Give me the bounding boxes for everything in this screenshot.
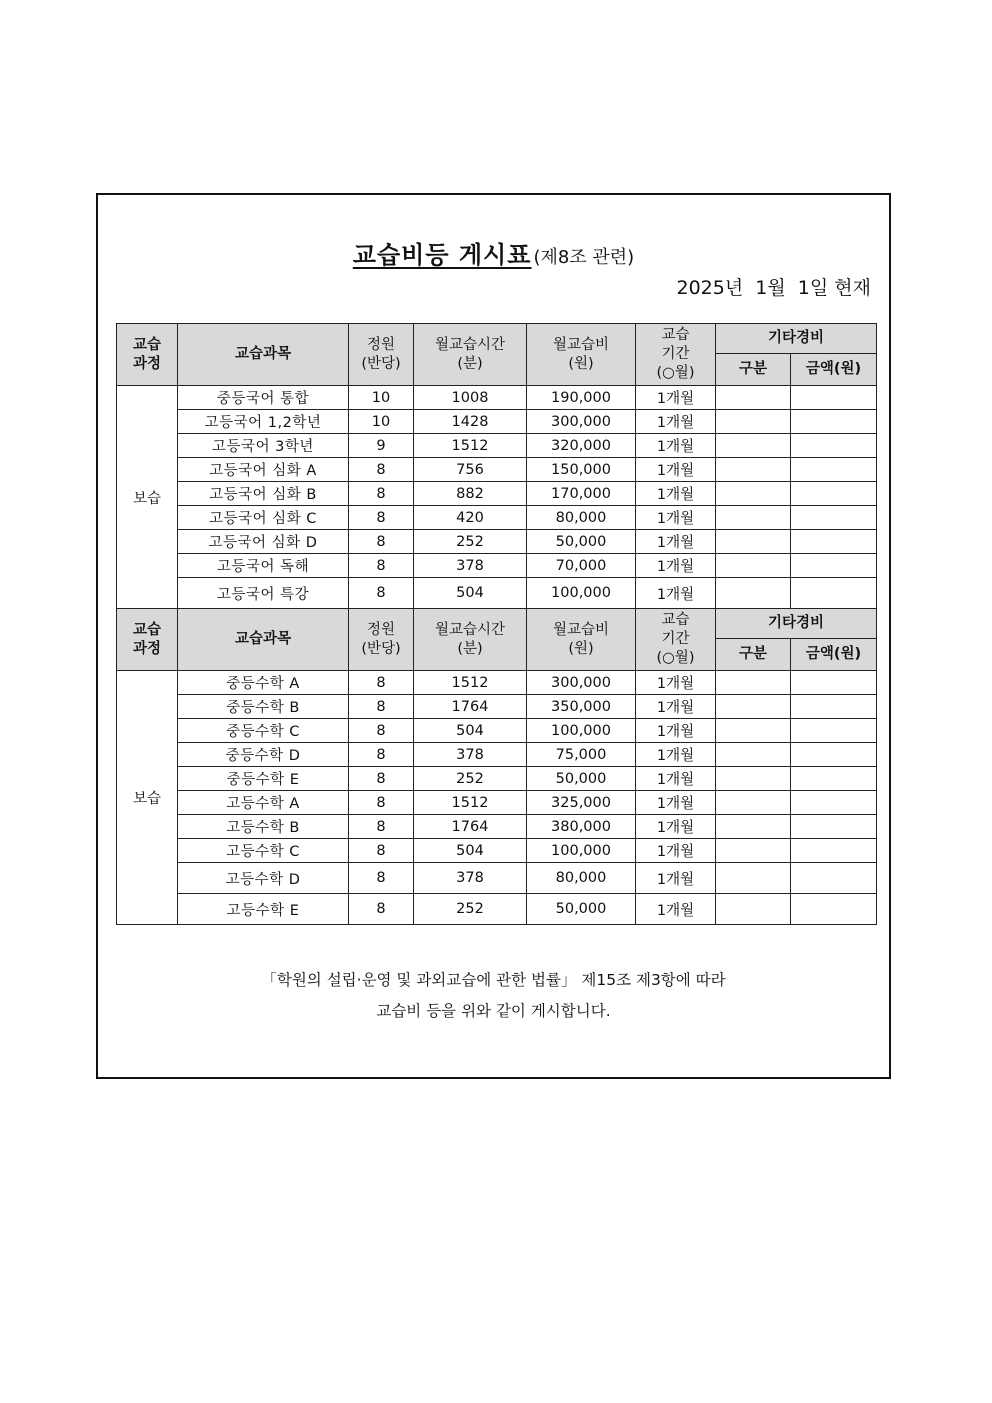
other-type-cell [716, 767, 791, 791]
capacity-cell: 8 [349, 530, 414, 554]
other-type-cell [716, 410, 791, 434]
header-line: (분) [457, 355, 483, 372]
header-line: 월교습시간 [434, 336, 506, 353]
header-line: 과정 [132, 355, 161, 372]
other-amount-cell [791, 578, 877, 609]
header-line: 교습 [132, 621, 161, 638]
header-line: 월교습시간 [434, 621, 506, 638]
other-type-cell [716, 482, 791, 506]
subject-cell: 고등국어 특강 [178, 578, 349, 609]
capacity-cell: 10 [349, 410, 414, 434]
other-type-cell [716, 815, 791, 839]
period-cell: 1개월 [636, 894, 716, 925]
other-type-cell [716, 578, 791, 609]
table-row [117, 386, 877, 410]
minutes-cell: 504 [414, 719, 527, 743]
header-other-expenses: 기타경비 [716, 324, 877, 354]
other-type-cell [716, 839, 791, 863]
header-line: 교습 [661, 327, 690, 343]
title-sub: (제8조 관련) [533, 247, 635, 268]
period-cell: 1개월 [636, 791, 716, 815]
other-amount-cell [791, 719, 877, 743]
fee-cell: 80,000 [527, 506, 636, 530]
table-row [117, 530, 877, 554]
other-type-cell [716, 434, 791, 458]
table-row [117, 506, 877, 530]
other-type-cell [716, 386, 791, 410]
other-amount-cell [791, 671, 877, 695]
header-other-amount: 금액(원) [791, 639, 877, 671]
other-type-cell [716, 530, 791, 554]
header-course [117, 324, 178, 386]
fee-cell: 380,000 [527, 815, 636, 839]
fee-table [116, 323, 877, 925]
period-cell: 1개월 [636, 554, 716, 578]
period-cell: 1개월 [636, 506, 716, 530]
other-amount-cell [791, 791, 877, 815]
footer-line-1: 「학원의 설립·운영 및 과외교습에 관한 법률」 제15조 제3항에 따라 [261, 971, 726, 989]
header-line: (○월) [656, 365, 695, 381]
subject-cell: 고등수학 B [178, 815, 349, 839]
capacity-cell: 8 [349, 671, 414, 695]
minutes-cell: 756 [414, 458, 527, 482]
table-row [117, 554, 877, 578]
period-cell: 1개월 [636, 695, 716, 719]
other-type-cell [716, 719, 791, 743]
header-monthly-fee [527, 324, 636, 386]
capacity-cell: 8 [349, 839, 414, 863]
period-cell: 1개월 [636, 767, 716, 791]
subject-cell: 고등국어 3학년 [178, 434, 349, 458]
header-monthly-time [414, 324, 527, 386]
capacity-cell: 9 [349, 434, 414, 458]
fee-cell: 50,000 [527, 767, 636, 791]
header-line: 기간 [661, 346, 690, 362]
table-row [117, 695, 877, 719]
other-amount-cell [791, 482, 877, 506]
subject-cell: 중등수학 A [178, 671, 349, 695]
course-cell: 보습 [117, 386, 178, 609]
header-other-type: 구분 [716, 354, 791, 386]
other-type-cell [716, 506, 791, 530]
other-type-cell [716, 554, 791, 578]
fee-cell: 70,000 [527, 554, 636, 578]
minutes-cell: 1512 [414, 791, 527, 815]
capacity-cell: 8 [349, 791, 414, 815]
table-row [117, 671, 877, 695]
header-other-amount: 금액(원) [791, 354, 877, 386]
subject-cell: 고등국어 심화 D [178, 530, 349, 554]
header-line: (반당) [361, 355, 401, 372]
minutes-cell: 378 [414, 743, 527, 767]
subject-cell: 고등수학 E [178, 894, 349, 925]
subject-cell: 중등국어 통합 [178, 386, 349, 410]
header-line: (원) [568, 355, 594, 372]
other-amount-cell [791, 458, 877, 482]
header-course [117, 609, 178, 671]
table-row [117, 458, 877, 482]
period-cell: 1개월 [636, 410, 716, 434]
subject-cell: 고등국어 1,2학년 [178, 410, 349, 434]
other-amount-cell [791, 815, 877, 839]
header-monthly-fee [527, 609, 636, 671]
capacity-cell: 8 [349, 815, 414, 839]
document-frame [96, 193, 891, 1079]
header-line: (○월) [656, 650, 695, 666]
header-line: 교습 [661, 612, 690, 628]
header-subject: 교습과목 [178, 609, 349, 671]
minutes-cell: 378 [414, 554, 527, 578]
minutes-cell: 1512 [414, 671, 527, 695]
subject-cell: 고등수학 C [178, 839, 349, 863]
header-line: (원) [568, 640, 594, 657]
table-row [117, 434, 877, 458]
subject-cell: 중등수학 E [178, 767, 349, 791]
fee-cell: 75,000 [527, 743, 636, 767]
table-row [117, 578, 877, 609]
footer-notice [98, 965, 889, 1027]
header-line: (반당) [361, 640, 401, 657]
subject-cell: 중등수학 C [178, 719, 349, 743]
period-cell: 1개월 [636, 386, 716, 410]
subject-cell: 중등수학 D [178, 743, 349, 767]
capacity-cell: 8 [349, 767, 414, 791]
fee-cell: 320,000 [527, 434, 636, 458]
period-cell: 1개월 [636, 719, 716, 743]
period-cell: 1개월 [636, 671, 716, 695]
table-row [117, 719, 877, 743]
other-amount-cell [791, 894, 877, 925]
header-line: (분) [457, 640, 483, 657]
fee-cell: 50,000 [527, 894, 636, 925]
minutes-cell: 504 [414, 578, 527, 609]
other-amount-cell [791, 839, 877, 863]
other-amount-cell [791, 743, 877, 767]
capacity-cell: 8 [349, 719, 414, 743]
subject-cell: 중등수학 B [178, 695, 349, 719]
other-type-cell [716, 695, 791, 719]
capacity-cell: 8 [349, 894, 414, 925]
header-line: 과정 [132, 640, 161, 657]
subject-cell: 고등국어 독해 [178, 554, 349, 578]
header-row [117, 609, 877, 639]
capacity-cell: 8 [349, 554, 414, 578]
table-row [117, 863, 877, 894]
period-cell: 1개월 [636, 839, 716, 863]
header-capacity [349, 324, 414, 386]
subject-cell: 고등수학 A [178, 791, 349, 815]
capacity-cell: 8 [349, 506, 414, 530]
other-type-cell [716, 743, 791, 767]
other-type-cell [716, 458, 791, 482]
header-line: 월교습비 [552, 336, 610, 353]
minutes-cell: 1008 [414, 386, 527, 410]
fee-cell: 80,000 [527, 863, 636, 894]
minutes-cell: 252 [414, 530, 527, 554]
table-row [117, 791, 877, 815]
capacity-cell: 8 [349, 458, 414, 482]
table-row [117, 482, 877, 506]
other-amount-cell [791, 863, 877, 894]
minutes-cell: 252 [414, 767, 527, 791]
table-row [117, 894, 877, 925]
header-line: 교습 [132, 336, 161, 353]
header-period [636, 324, 716, 386]
fee-cell: 325,000 [527, 791, 636, 815]
subject-cell: 고등국어 심화 A [178, 458, 349, 482]
other-type-cell [716, 791, 791, 815]
fee-cell: 190,000 [527, 386, 636, 410]
minutes-cell: 1512 [414, 434, 527, 458]
fee-cell: 170,000 [527, 482, 636, 506]
table-row [117, 767, 877, 791]
other-amount-cell [791, 530, 877, 554]
other-type-cell [716, 894, 791, 925]
other-amount-cell [791, 410, 877, 434]
other-type-cell [716, 671, 791, 695]
fee-cell: 100,000 [527, 839, 636, 863]
other-amount-cell [791, 695, 877, 719]
document-title [98, 235, 889, 270]
minutes-cell: 252 [414, 894, 527, 925]
subject-cell: 고등국어 심화 B [178, 482, 349, 506]
header-line: 정원 [366, 336, 395, 353]
header-other-type: 구분 [716, 639, 791, 671]
fee-cell: 50,000 [527, 530, 636, 554]
period-cell: 1개월 [636, 458, 716, 482]
period-cell: 1개월 [636, 578, 716, 609]
other-amount-cell [791, 767, 877, 791]
table-row [117, 743, 877, 767]
header-row [117, 324, 877, 354]
title-main: 교습비등 게시표 [352, 241, 532, 269]
minutes-cell: 504 [414, 839, 527, 863]
footer-line-2: 교습비 등을 위와 같이 게시합니다. [376, 1002, 611, 1020]
capacity-cell: 10 [349, 386, 414, 410]
minutes-cell: 1764 [414, 695, 527, 719]
other-amount-cell [791, 506, 877, 530]
period-cell: 1개월 [636, 434, 716, 458]
course-cell: 보습 [117, 671, 178, 925]
period-cell: 1개월 [636, 743, 716, 767]
capacity-cell: 8 [349, 578, 414, 609]
date-text: 2025년 1월 1일 현재 [676, 277, 871, 299]
period-cell: 1개월 [636, 815, 716, 839]
table-row [117, 815, 877, 839]
other-type-cell [716, 863, 791, 894]
capacity-cell: 8 [349, 863, 414, 894]
minutes-cell: 1428 [414, 410, 527, 434]
minutes-cell: 378 [414, 863, 527, 894]
table-row [117, 839, 877, 863]
fee-cell: 300,000 [527, 410, 636, 434]
header-subject: 교습과목 [178, 324, 349, 386]
table-row [117, 410, 877, 434]
header-period [636, 609, 716, 671]
period-cell: 1개월 [636, 530, 716, 554]
minutes-cell: 1764 [414, 815, 527, 839]
subject-cell: 고등수학 D [178, 863, 349, 894]
minutes-cell: 420 [414, 506, 527, 530]
header-line: 정원 [366, 621, 395, 638]
other-amount-cell [791, 434, 877, 458]
capacity-cell: 8 [349, 695, 414, 719]
header-line: 월교습비 [552, 621, 610, 638]
other-amount-cell [791, 554, 877, 578]
period-cell: 1개월 [636, 482, 716, 506]
fee-cell: 100,000 [527, 578, 636, 609]
header-other-expenses: 기타경비 [716, 609, 877, 639]
header-monthly-time [414, 609, 527, 671]
period-cell: 1개월 [636, 863, 716, 894]
other-amount-cell [791, 386, 877, 410]
fee-cell: 350,000 [527, 695, 636, 719]
header-capacity [349, 609, 414, 671]
fee-cell: 100,000 [527, 719, 636, 743]
capacity-cell: 8 [349, 482, 414, 506]
subject-cell: 고등국어 심화 C [178, 506, 349, 530]
fee-cell: 300,000 [527, 671, 636, 695]
fee-cell: 150,000 [527, 458, 636, 482]
minutes-cell: 882 [414, 482, 527, 506]
capacity-cell: 8 [349, 743, 414, 767]
header-line: 기간 [661, 631, 690, 647]
